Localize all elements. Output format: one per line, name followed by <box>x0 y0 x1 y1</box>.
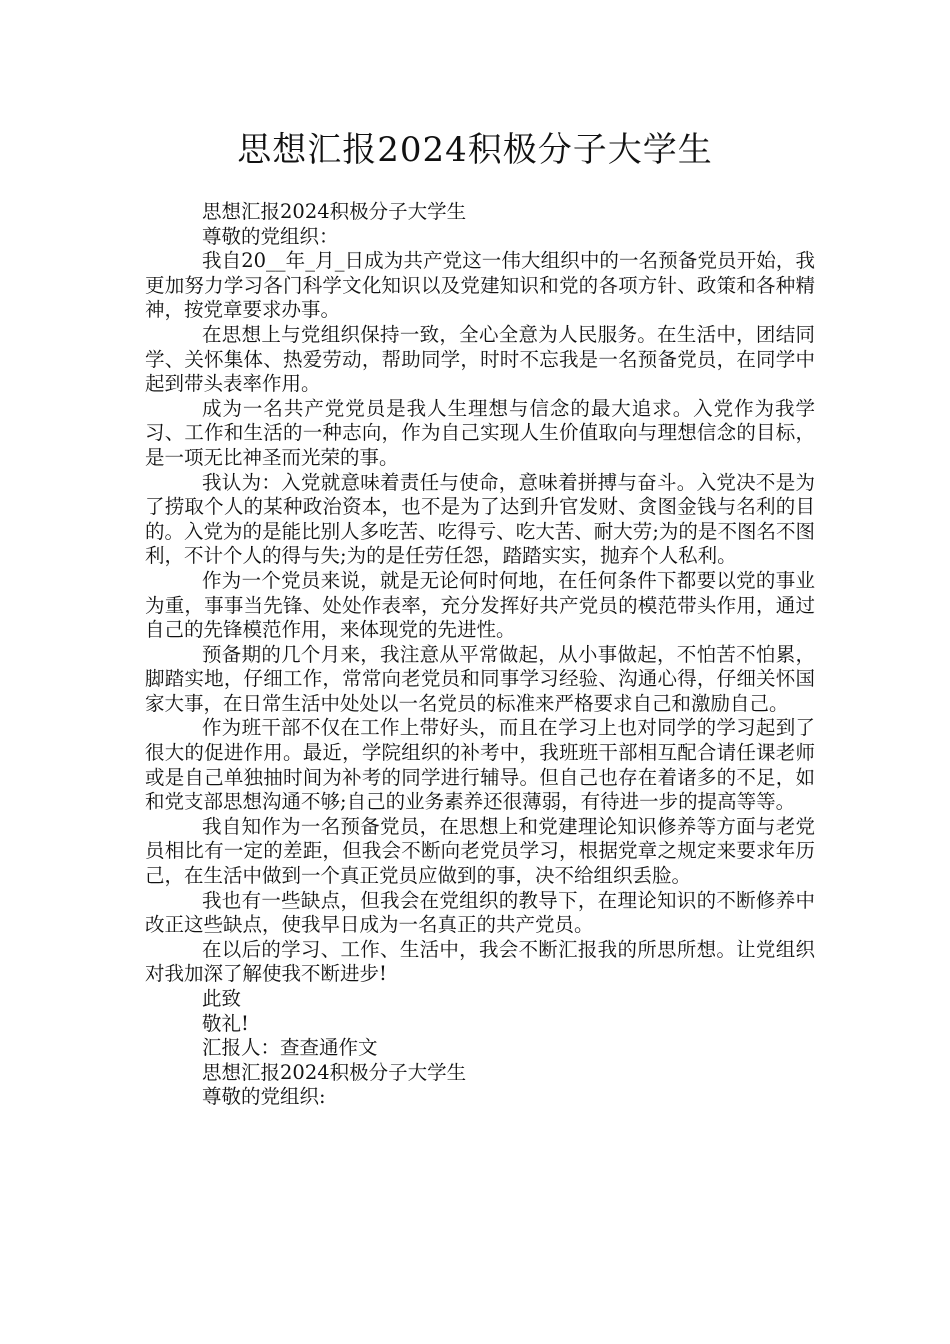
paragraph: 我自20__年_月_日成为共产党这一伟大组织中的一名预备党员开始，我更加努力学习各门科学文化知识以及党建知识和党的各项方针、政策和各种精神，按党章要求办事。 <box>145 249 815 322</box>
document-title: 思想汇报2024积极分子大学生 <box>237 130 713 170</box>
paragraph: 我自知作为一名预备党员，在思想上和党建理论知识修养等方面与老党员相比有一定的差距，但我会不断向老党员学习，根据党章之规定来要求年历己，在生活中做到一个真正党员应做到的事，决不给组织丢脸。 <box>145 814 815 888</box>
paragraph: 我也有一些缺点，但我会在党组织的教导下，在理论知识的不断修养中改正这些缺点，使我早日成为一名真正的共产党员。 <box>145 888 815 937</box>
paragraph: 我认为：入党就意味着责任与使命，意味着拼搏与奋斗。入党决不是为了捞取个人的某种政治资本，也不是为了达到升官发财、贪图金钱与名利的目的。入党为的是能比别人多吃苦、吃得亏、吃大苦、耐大劳;为的是不图名不图利，不计个人的得与失;为的是任劳任怨，踏踏实实，抛弃个人私利。 <box>145 470 815 568</box>
paragraph: 作为班干部不仅在工作上带好头，而且在学习上也对同学的学习起到了很大的促进作用。最近，学院组织的补考中，我班班干部相互配合请任课老师或是自己单独抽时间为补考的同学进行辅导。但自己也存在着诸多的不足，如和党支部思想沟通不够;自己的业务素养还很薄弱，有待进一步的提高等等。 <box>145 716 815 814</box>
salutation: 尊敬的党组织： <box>202 224 339 248</box>
closing-line: 此致 <box>202 987 242 1010</box>
paragraph: 作为一个党员来说，就是无论何时何地，在任何条件下都要以党的事业为重，事事当先锋、处处作表率，充分发挥好共产党员的模范带头作用，通过自己的先锋模范作用，来体现党的先进性。 <box>145 568 815 642</box>
closing-salute: 敬礼! <box>202 1011 249 1035</box>
paragraph: 预备期的几个月来，我注意从平常做起，从小事做起，不怕苦不怕累，脚踏实地，仔细工作，常常向老党员和同事学习经验、沟通心得，仔细关怀国家大事，在日常生活中处处以一名党员的标准来严格要求自己和激励自己。 <box>145 642 815 715</box>
reporter-signature: 汇报人：查查通作文 <box>202 1036 378 1060</box>
document-body <box>145 200 815 1110</box>
paragraph: 成为一名共产党党员是我人生理想与信念的最大追求。入党作为我学习、工作和生活的一种志向，作为自己实现人生价值取向与理想信念的目标，是一项无比神圣而光荣的事。 <box>145 396 815 469</box>
repeat-salutation: 尊敬的党组织: <box>202 1085 326 1109</box>
paragraph: 在思想上与党组织保持一致，全心全意为人民服务。在生活中，团结同学、关怀集体、热爱劳动，帮助同学，时时不忘我是一名预备党员，在同学中起到带头表率作用。 <box>145 322 815 396</box>
repeat-title: 思想汇报2024积极分子大学生 <box>202 1060 467 1084</box>
document-subtitle: 思想汇报2024积极分子大学生 <box>202 200 467 223</box>
paragraph: 在以后的学习、工作、生活中，我会不断汇报我的所思所想。让党组织对我加深了解使我不断进步! <box>145 937 815 986</box>
